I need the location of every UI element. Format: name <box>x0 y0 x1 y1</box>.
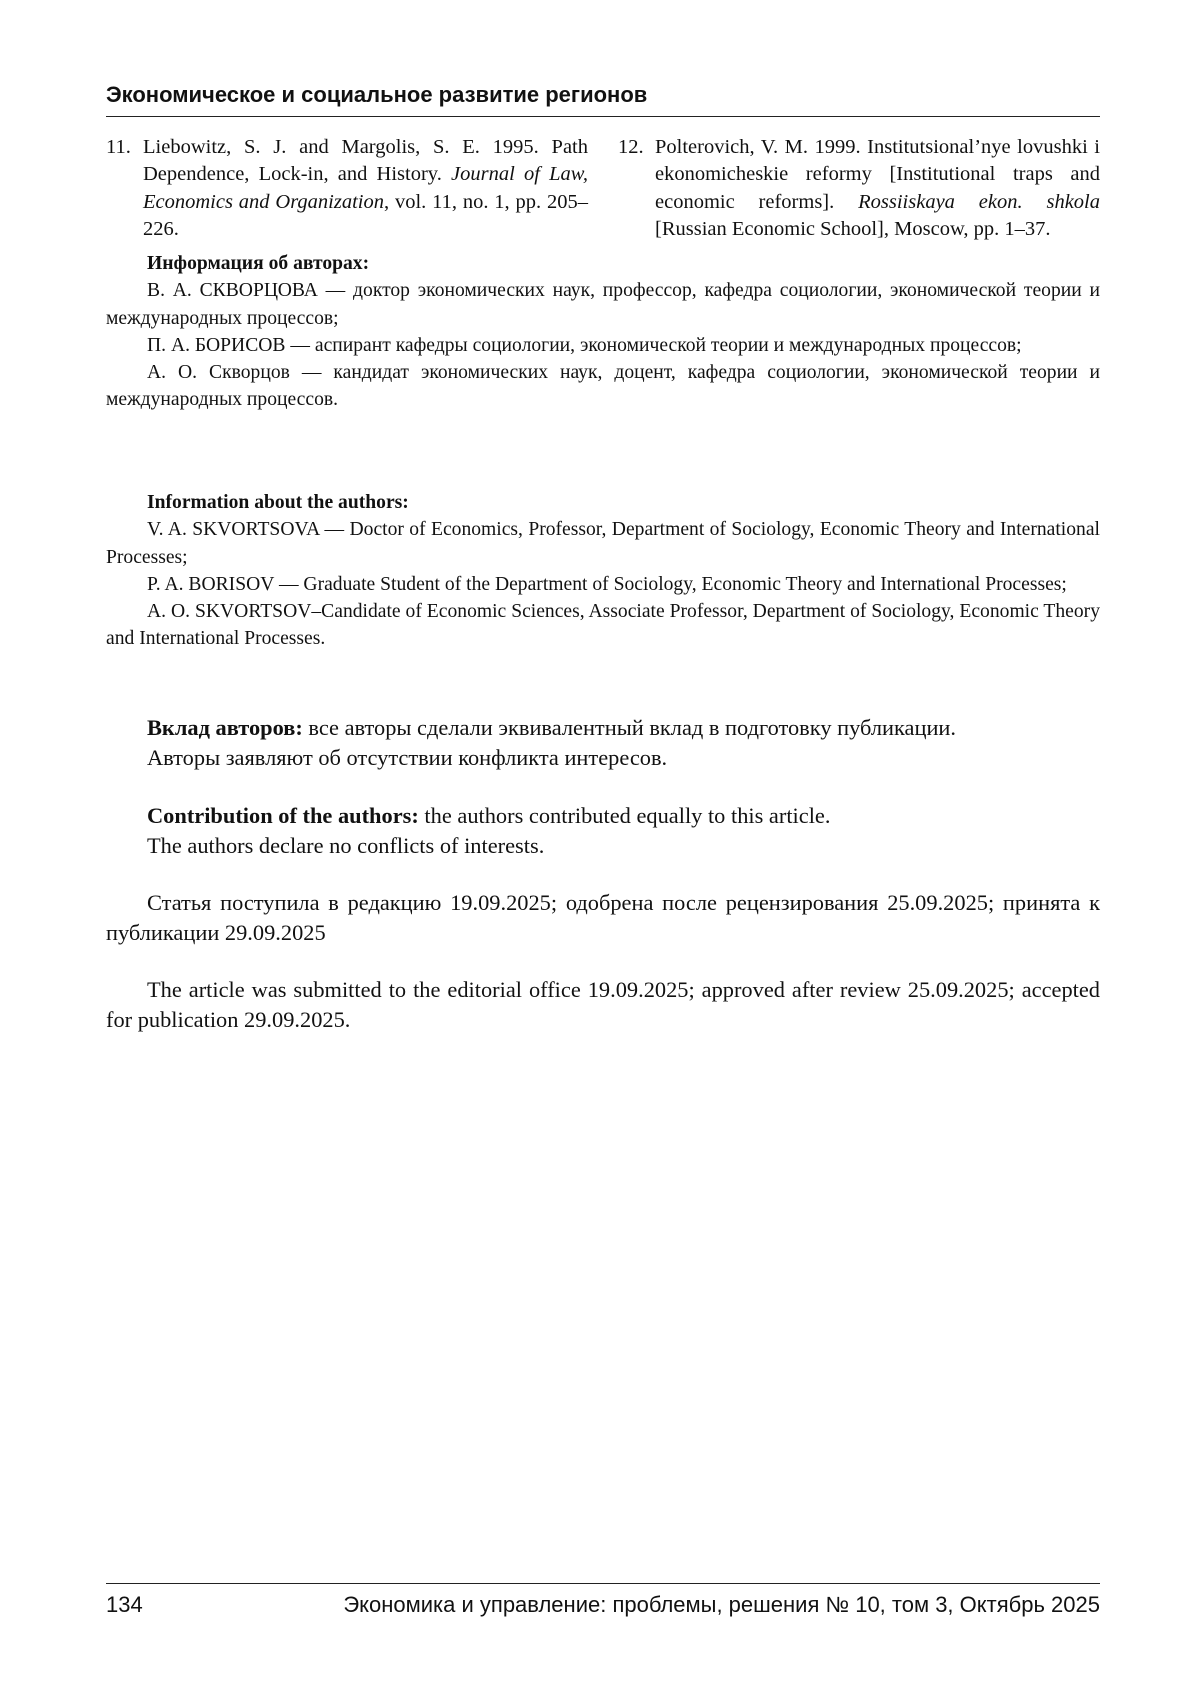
reference-text <box>655 134 1100 244</box>
authors-info-heading: Информация об авторах: <box>147 253 370 274</box>
contribution-statement <box>106 713 1100 743</box>
reference-item <box>106 134 588 244</box>
contribution-label: Вклад авторов: <box>147 715 303 740</box>
contribution-label: Contribution of the authors: <box>147 803 419 828</box>
author-entry: P. A. BORISOV — Graduate Student of the Department of Sociology, Economic Theory and International Processes; <box>147 573 1067 595</box>
article-dates-text: The article was submitted to the editorial office 19.09.2025; approved after review 25.09.2025; accepted for publication 29.09.2025. <box>106 977 1100 1032</box>
author-entry: А. О. Скворцов — кандидат экономических наук, доцент, кафедра социологии, экономической теории и международных процессов. <box>106 362 1100 411</box>
author-entry: V. A. SKVORTSOVA — Doctor of Economics, Professor, Department of Sociology, Economic Theory and International Processes; <box>106 519 1100 568</box>
author-entry: В. А. СКВОРЦОВА — доктор экономических наук, профессор, кафедра социологии, экономической теории и международных процессов; <box>106 280 1100 329</box>
contribution-ru <box>106 713 1100 773</box>
contribution-text: the authors contributed equally to this article. <box>418 803 831 828</box>
reference-item <box>618 134 1100 244</box>
author-entry: П. А. БОРИСОВ — аспирант кафедры социологии, экономической теории и международных процессов; <box>147 334 1022 356</box>
contribution-text: все авторы сделали эквивалентный вклад в подготовку публикации. <box>302 715 957 740</box>
page-number: 134 <box>106 1592 143 1617</box>
reference-number: 11. <box>106 136 131 158</box>
running-head: Экономическое и социальное развитие регионов <box>106 82 1100 117</box>
contribution-en <box>106 801 1100 861</box>
author-entry: A. O. SKVORTSOV–Candidate of Economic Sciences, Associate Professor, Department of Sociology, Economic Theory and International Processes. <box>106 601 1100 650</box>
reference-text <box>143 134 588 244</box>
authors-info-ru <box>106 250 1100 414</box>
authors-info-en <box>106 489 1100 653</box>
reference-text-part: , vol. 11, no. 1, pp. 205–226. <box>143 190 588 241</box>
journal-issue: Экономика и управление: проблемы, решения № 10, том 3, Октябрь 2025 <box>343 1592 1100 1617</box>
reference-text-part: [Russian Economic School], Moscow, pp. 1–37. <box>655 218 1051 241</box>
article-dates-en <box>106 975 1100 1035</box>
page <box>106 0 1100 1698</box>
authors-info-heading: Information about the authors: <box>147 492 409 513</box>
article-dates-text: Статья поступила в редакцию 19.09.2025; одобрена после рецензирования 25.09.2025; принята к публикации 29.09.2025 <box>106 890 1100 945</box>
reference-source-title: Journal of Law, Economics and Organization <box>143 163 588 213</box>
conflict-statement: The authors declare no conflicts of interests. <box>147 832 545 858</box>
reference-source-title: Rossiiskaya ekon. shkola <box>858 190 1100 213</box>
reference-text-part: Polterovich, V. M. 1999. Institutsional’nye lovushki i ekonomicheskie reformy [Institutional traps and economic reforms]. <box>655 136 1100 213</box>
contribution-statement <box>106 801 1100 831</box>
article-dates-ru <box>106 888 1100 948</box>
reference-text-part: Liebowitz, S. J. and Margolis, S. E. 1995. Path Dependence, Lock-in, and History. <box>143 136 588 186</box>
conflict-statement: Авторы заявляют об отсутствии конфликта интересов. <box>147 744 668 770</box>
page-footer <box>106 1583 1100 1618</box>
reference-list <box>106 134 1100 244</box>
reference-number: 12. <box>618 136 644 158</box>
